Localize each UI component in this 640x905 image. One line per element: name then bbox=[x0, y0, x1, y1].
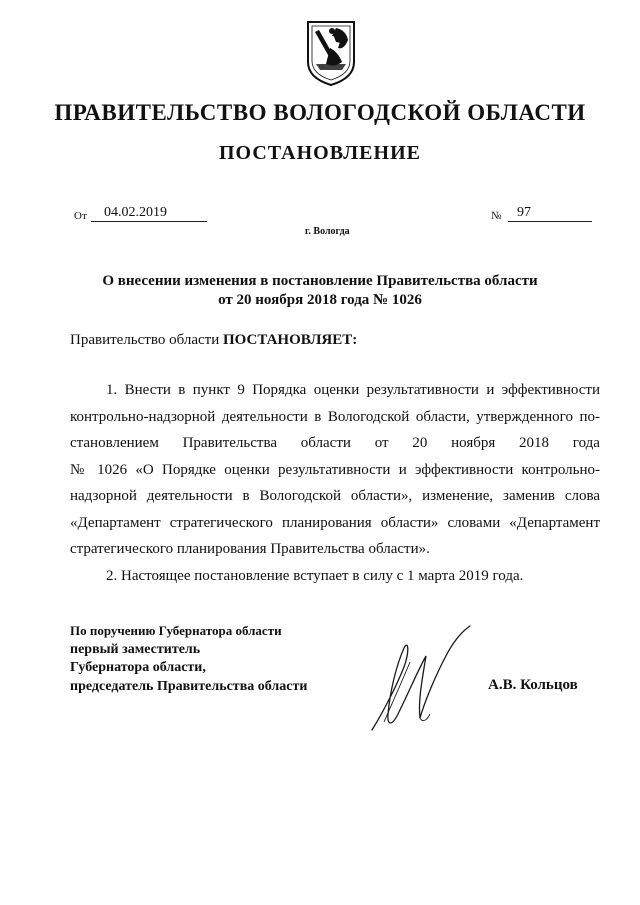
item1-line-4: № 1026 «О Порядке оценки результативности и эффективности контрольно- bbox=[70, 461, 600, 478]
handwritten-signature bbox=[360, 622, 490, 742]
document-type: ПОСТАНОВЛЕНИЕ bbox=[219, 142, 421, 164]
date-prefix: От bbox=[74, 210, 87, 222]
intro-paragraph bbox=[70, 327, 357, 354]
document-date: 04.02.2019 bbox=[104, 205, 167, 220]
word: ноября bbox=[451, 435, 496, 451]
item1-line-7: стратегического планирования Правительства области». bbox=[70, 541, 430, 557]
signatory-line-1: По поручению Губернатора области bbox=[70, 623, 282, 638]
title-line-2: от 20 ноября 2018 года № 1026 bbox=[218, 292, 422, 308]
intro-text: Правительство области bbox=[70, 332, 223, 348]
intro-resolves: ПОСТАНОВЛЯЕТ: bbox=[222, 332, 358, 348]
date-underline bbox=[91, 221, 207, 222]
title-line-1: О внесении изменения в постановление Правительства области bbox=[102, 273, 538, 289]
signatory-line-2: первый заместитель bbox=[70, 641, 201, 657]
word: 2018 bbox=[519, 435, 550, 451]
item1-line-5: надзорной деятельности в Вологодской области», изменение, заменив слова bbox=[70, 488, 600, 504]
item1-line-3 bbox=[70, 430, 600, 457]
signatory-position bbox=[70, 622, 307, 696]
paragraph-item-1 bbox=[70, 377, 600, 563]
signatory-line-4: председатель Правительства области bbox=[70, 678, 308, 694]
city: г. Вологда bbox=[305, 226, 350, 237]
document-number: 97 bbox=[517, 205, 531, 220]
document-title bbox=[0, 272, 640, 310]
number-prefix: № bbox=[491, 210, 502, 222]
word: становлением bbox=[70, 435, 159, 451]
number-underline bbox=[508, 221, 592, 222]
item1-line-1: 1. Внести в пункт 9 Порядка оценки результативности и эффективности bbox=[106, 382, 600, 398]
organization-name: ПРАВИТЕЛЬСТВО ВОЛОГОДСКОЙ ОБЛАСТИ bbox=[54, 100, 586, 125]
signatory-name: А.В. Кольцов bbox=[488, 677, 578, 693]
item1-line-6: «Департамент стратегического планирования области» словами «Департамент bbox=[70, 514, 600, 531]
word: года bbox=[572, 435, 600, 451]
item1-line-2: контрольно-надзорной деятельности в Вологодской области, утвержденного по- bbox=[70, 408, 600, 425]
word: Правительства bbox=[182, 435, 277, 451]
paragraph-item-2: 2. Настоящее постановление вступает в силу с 1 марта 2019 года. bbox=[106, 568, 524, 584]
word: от bbox=[374, 435, 389, 451]
signatory-line-3: Губернатора области, bbox=[70, 660, 206, 675]
word: области bbox=[300, 435, 351, 451]
coat-of-arms-icon bbox=[302, 18, 360, 88]
word: 20 bbox=[412, 435, 428, 451]
